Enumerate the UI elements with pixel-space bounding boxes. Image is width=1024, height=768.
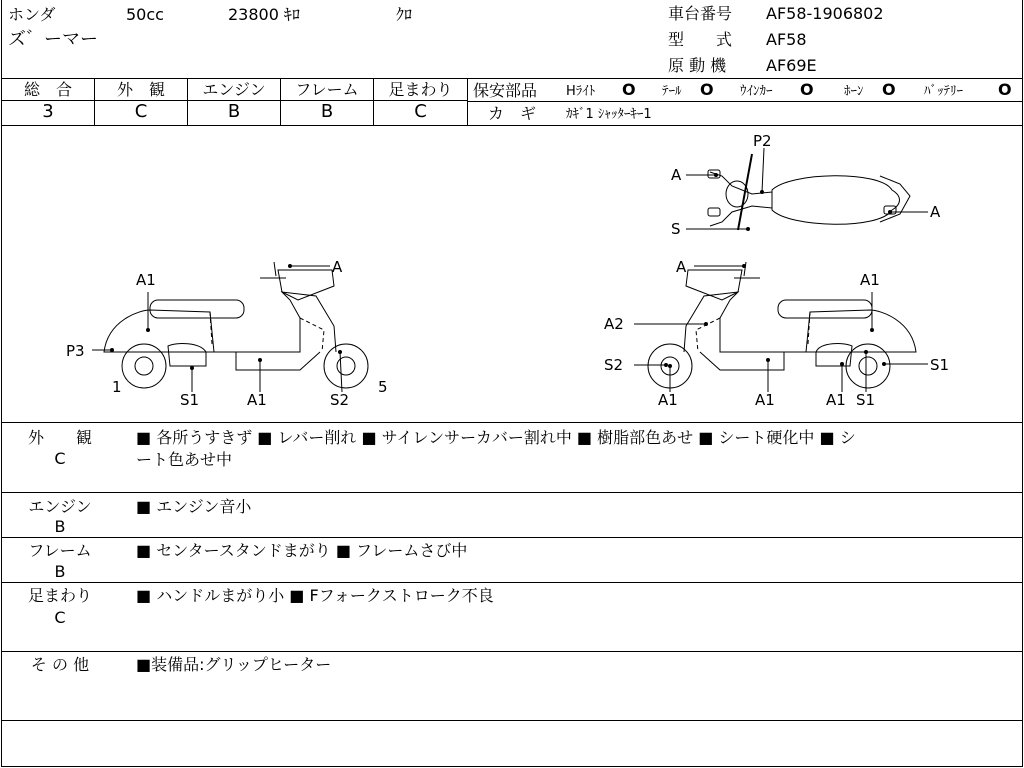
scooter-top-view [708, 154, 910, 230]
label-p3: P3 [66, 342, 85, 360]
engine-label: 原 動 機 [668, 56, 727, 75]
grade-value-exterior: C [134, 101, 148, 122]
model-name: ズ゛ーマー [8, 29, 98, 50]
label-a1: A1 [860, 271, 880, 289]
grade-header-suspension: 足まわり [388, 80, 453, 99]
category-label: 足まわり [27, 586, 92, 605]
status-tail: O [700, 80, 714, 99]
type-label: 型 式 [668, 30, 733, 49]
category-grade: C [54, 449, 66, 468]
status-winker: O [800, 80, 814, 99]
status-battery: O [998, 80, 1012, 99]
mileage: 23800 ｷﾛ [228, 5, 300, 24]
category-label: 外 観 [27, 428, 92, 447]
label-s1: S1 [930, 356, 950, 374]
safety-label: 保安部品 [473, 81, 538, 100]
grade-header-total: 総 合 [23, 80, 72, 99]
divider [1, 651, 1022, 652]
label-a1: A1 [136, 271, 156, 289]
engine-value: AF69E [766, 56, 817, 75]
grade-header-engine: エンジン [202, 80, 266, 99]
safety-item-winker: ｳｲﾝｶｰ [740, 84, 773, 99]
safety-item-tail: ﾃｰﾙ [662, 84, 682, 99]
label-a: A [332, 258, 343, 276]
category-label: エンジン [28, 497, 92, 516]
label-s2: S2 [330, 391, 350, 409]
label-s1: S1 [856, 391, 876, 409]
divider [1, 492, 1022, 493]
maker: ホンダ [8, 5, 56, 24]
type-value: AF58 [766, 30, 807, 49]
frame-no-label: 車台番号 [668, 4, 733, 23]
grade-value-engine: B [227, 101, 241, 122]
divider [467, 78, 468, 125]
label-number: 1 [112, 378, 122, 396]
status-horn: O [882, 80, 896, 99]
label-a1: A1 [247, 391, 267, 409]
safety-item-horn: ﾎｰﾝ [844, 84, 864, 99]
safety-item-headlight: Hﾗｲﾄ [566, 84, 596, 99]
category-grade: C [54, 608, 66, 627]
category-grade: B [54, 562, 66, 581]
label-a: A [930, 203, 941, 221]
grade-header-exterior: 外 観 [116, 80, 165, 99]
label-a1: A1 [826, 391, 846, 409]
status-headlight: O [622, 80, 636, 99]
label-a1: A1 [658, 391, 678, 409]
label-p2: P2 [753, 132, 772, 150]
category-label: フレーム [28, 541, 92, 560]
grade-value-total: 3 [42, 101, 54, 122]
label-a1: A1 [755, 391, 775, 409]
damage-diagram [0, 126, 1022, 422]
category-notes: ■装備品:グリップヒーター [136, 655, 332, 674]
category-notes: ■ センタースタンドまがり ■ フレームさび中 [136, 541, 468, 560]
divider [1, 78, 1022, 79]
label-s2: S2 [604, 356, 624, 374]
left-view-leaders [92, 265, 342, 393]
label-number: 5 [378, 378, 388, 396]
frame-no: AF58-1906802 [766, 4, 884, 23]
right-view-leaders [634, 265, 928, 393]
label-a2: A2 [604, 315, 624, 333]
category-notes: ■ 各所うすきず ■ レバー削れ ■ サイレンサーカバー割れ中 ■ 樹脂部色あせ ■ シート硬化中 ■ シ [136, 428, 856, 447]
divider [1, 582, 1022, 583]
label-a: A [676, 258, 687, 276]
category-notes: ■ エンジン音小 [136, 497, 252, 516]
safety-item-battery: ﾊﾞｯﾃﾘｰ [924, 84, 963, 99]
key-label: カ ギ [488, 104, 537, 123]
label-a: A [671, 166, 682, 184]
category-label: そ の 他 [30, 655, 90, 674]
category-grade: B [54, 517, 66, 536]
displacement: 50cc [126, 5, 164, 24]
color: ｸﾛ [396, 5, 413, 24]
grade-header-frame: フレーム [295, 80, 359, 99]
grade-value-frame: B [320, 101, 334, 122]
label-s1: S1 [180, 391, 200, 409]
label-s: S [671, 220, 681, 238]
divider [1, 422, 1022, 423]
category-notes-cont: ート色あせ中 [136, 450, 233, 469]
grade-value-suspension: C [414, 101, 427, 122]
category-notes: ■ ハンドルまがり小 ■ Fフォークストローク不良 [136, 586, 494, 605]
divider [1, 720, 1022, 721]
key-value: ｶｷﾞ1 ｼｬｯﾀｰｷｰ1 [566, 107, 652, 122]
divider [1, 537, 1022, 538]
